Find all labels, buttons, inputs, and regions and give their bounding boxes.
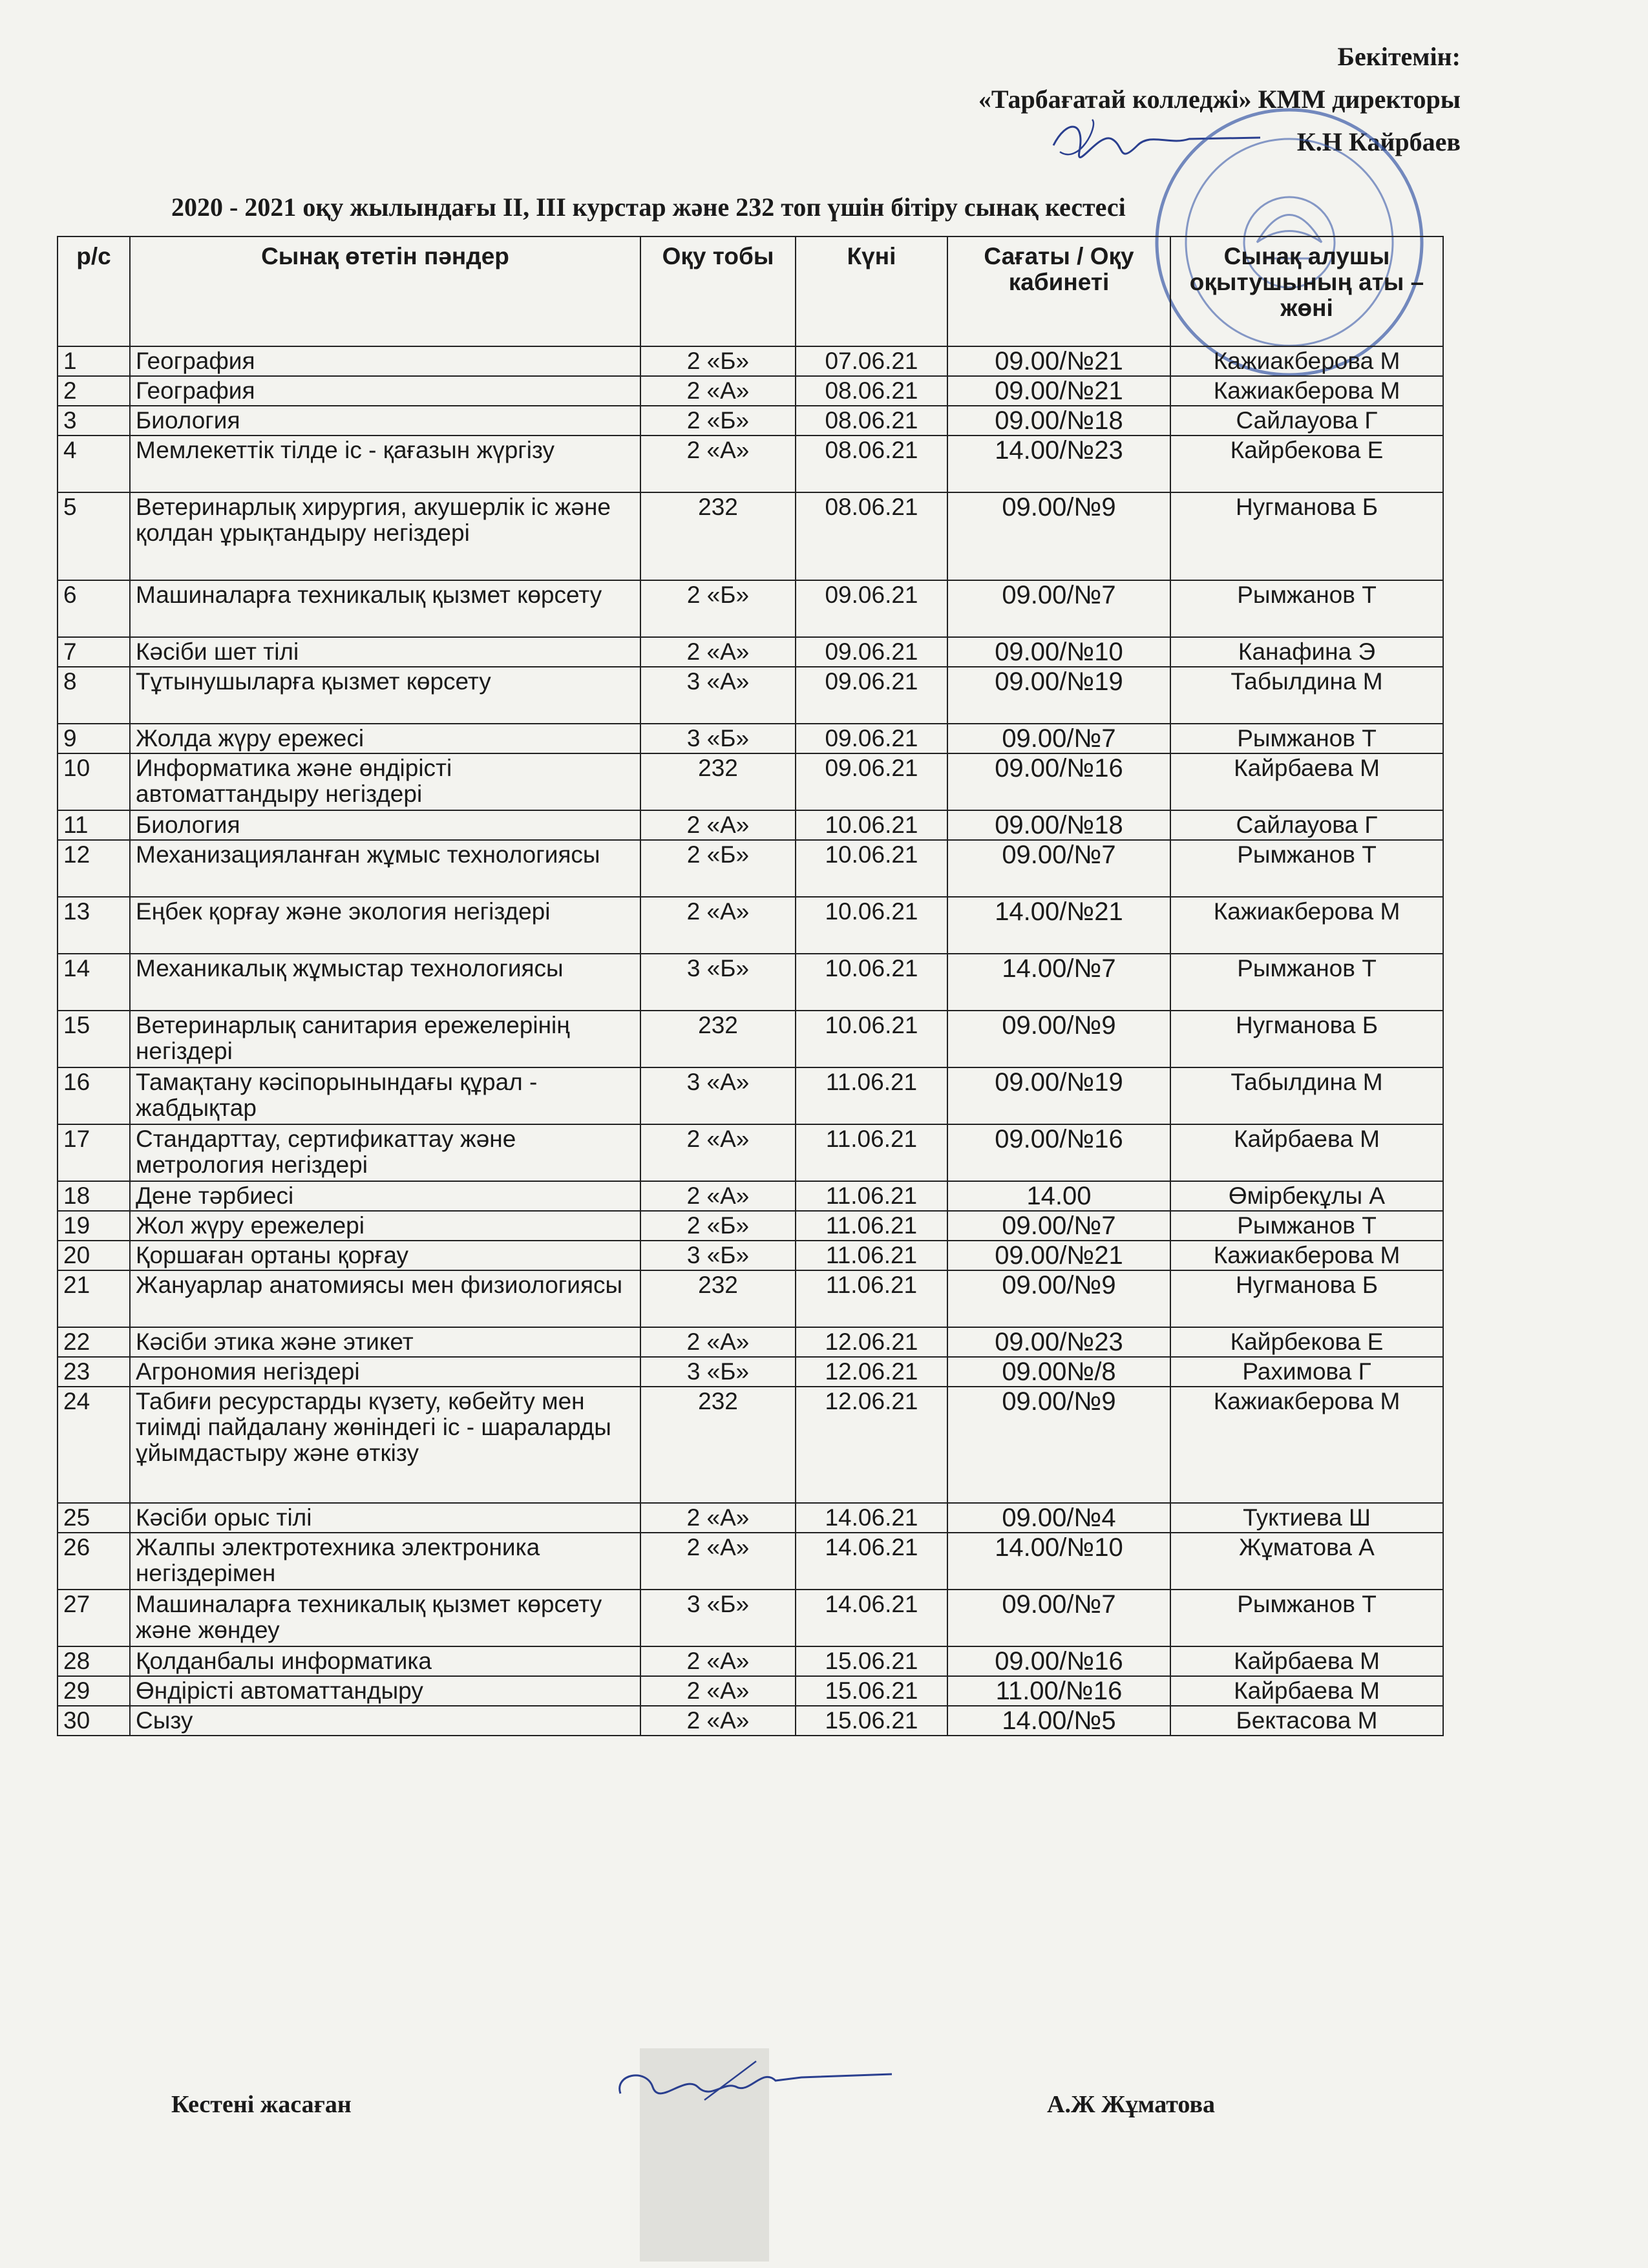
row-teacher: Кажиакберова М xyxy=(1170,346,1443,376)
row-teacher: Кайрбекова Е xyxy=(1170,436,1443,492)
row-subject: Стандарттау, сертификаттау және метрология негіздері xyxy=(130,1124,640,1181)
table-row xyxy=(58,436,1443,492)
row-teacher: Кажиакберова М xyxy=(1170,897,1443,954)
row-date: 11.06.21 xyxy=(796,1211,947,1241)
table-row xyxy=(58,810,1443,840)
row-number: 21 xyxy=(58,1270,130,1327)
row-time: 09.00/№16 xyxy=(947,1124,1170,1181)
row-date: 10.06.21 xyxy=(796,840,947,897)
row-time: 09.00/№7 xyxy=(947,1590,1170,1646)
row-group: 2 «А» xyxy=(640,1676,796,1706)
row-time: 14.00/№10 xyxy=(947,1533,1170,1590)
row-number: 19 xyxy=(58,1211,130,1241)
table-row xyxy=(58,1590,1443,1646)
row-teacher: Өмірбекұлы А xyxy=(1170,1181,1443,1211)
row-date: 09.06.21 xyxy=(796,637,947,667)
row-time: 09.00/№23 xyxy=(947,1327,1170,1357)
row-time: 09.00/№16 xyxy=(947,1646,1170,1676)
row-group: 3 «Б» xyxy=(640,954,796,1011)
row-subject: Кәсіби шет тілі xyxy=(130,637,640,667)
row-time: 09.00/№7 xyxy=(947,840,1170,897)
header-group: Оқу тобы xyxy=(640,236,796,346)
row-time: 09.00/№10 xyxy=(947,637,1170,667)
header-teacher: Сынақ алушы оқытушының аты – жөні xyxy=(1170,236,1443,346)
row-subject: Кәсіби этика және этикет xyxy=(130,1327,640,1357)
row-date: 11.06.21 xyxy=(796,1181,947,1211)
row-time: 09.00/№9 xyxy=(947,1387,1170,1503)
row-subject: Қолданбалы информатика xyxy=(130,1646,640,1676)
row-date: 08.06.21 xyxy=(796,406,947,436)
row-number: 3 xyxy=(58,406,130,436)
row-group: 2 «А» xyxy=(640,1503,796,1533)
row-date: 09.06.21 xyxy=(796,667,947,724)
row-time: 09.00/№19 xyxy=(947,1067,1170,1124)
row-number: 8 xyxy=(58,667,130,724)
row-number: 12 xyxy=(58,840,130,897)
row-time: 09.00/№21 xyxy=(947,376,1170,406)
table-row xyxy=(58,1706,1443,1736)
row-number: 2 xyxy=(58,376,130,406)
row-subject: Табиғи ресурстарды күзету, көбейту мен тиімді пайдалану жөніндегі іс - шараларды ұйымдастыру және өткізу xyxy=(130,1387,640,1503)
row-teacher: Кажиакберова М xyxy=(1170,1387,1443,1503)
row-group: 2 «Б» xyxy=(640,346,796,376)
compiler-signature xyxy=(607,2048,905,2126)
table-row xyxy=(58,1270,1443,1327)
row-number: 5 xyxy=(58,492,130,580)
row-date: 10.06.21 xyxy=(796,954,947,1011)
row-time: 09.00/№21 xyxy=(947,1241,1170,1270)
row-subject: Дене тәрбиесі xyxy=(130,1181,640,1211)
row-date: 08.06.21 xyxy=(796,436,947,492)
row-subject: География xyxy=(130,376,640,406)
row-teacher: Рымжанов Т xyxy=(1170,954,1443,1011)
row-subject: Сызу xyxy=(130,1706,640,1736)
row-number: 10 xyxy=(58,753,130,810)
row-subject: Ветеринарлық санитария ережелерінің негіздері xyxy=(130,1011,640,1067)
row-date: 09.06.21 xyxy=(796,753,947,810)
table-row xyxy=(58,1011,1443,1067)
row-subject: Мемлекеттік тілде іс - қағазын жүргізу xyxy=(130,436,640,492)
row-number: 17 xyxy=(58,1124,130,1181)
row-teacher: Кайрбекова Е xyxy=(1170,1327,1443,1357)
table-row xyxy=(58,637,1443,667)
row-teacher: Кайрбаева М xyxy=(1170,1646,1443,1676)
row-teacher: Кайрбаева М xyxy=(1170,753,1443,810)
row-group: 2 «Б» xyxy=(640,1211,796,1241)
row-number: 30 xyxy=(58,1706,130,1736)
table-row xyxy=(58,1676,1443,1706)
table-row xyxy=(58,1503,1443,1533)
row-number: 13 xyxy=(58,897,130,954)
table-row xyxy=(58,406,1443,436)
row-date: 12.06.21 xyxy=(796,1357,947,1387)
row-date: 14.06.21 xyxy=(796,1503,947,1533)
row-group: 3 «А» xyxy=(640,1067,796,1124)
row-teacher: Нугманова Б xyxy=(1170,492,1443,580)
row-group: 2 «А» xyxy=(640,1533,796,1590)
row-time: 14.00/№5 xyxy=(947,1706,1170,1736)
row-number: 15 xyxy=(58,1011,130,1067)
row-time: 09.00/№4 xyxy=(947,1503,1170,1533)
row-group: 3 «Б» xyxy=(640,1241,796,1270)
row-number: 23 xyxy=(58,1357,130,1387)
row-time: 14.00/№21 xyxy=(947,897,1170,954)
row-number: 18 xyxy=(58,1181,130,1211)
table-row xyxy=(58,1124,1443,1181)
header-time: Сағаты / Оқу кабинеті xyxy=(947,236,1170,346)
row-teacher: Рымжанов Т xyxy=(1170,724,1443,753)
row-date: 15.06.21 xyxy=(796,1676,947,1706)
table-row xyxy=(58,580,1443,637)
row-date: 08.06.21 xyxy=(796,376,947,406)
row-teacher: Жұматова А xyxy=(1170,1533,1443,1590)
row-group: 2 «Б» xyxy=(640,840,796,897)
row-subject: Еңбек қорғау және экология негіздері xyxy=(130,897,640,954)
row-subject: Өндірісті автоматтандыру xyxy=(130,1676,640,1706)
table-row xyxy=(58,1387,1443,1503)
row-teacher: Канафина Э xyxy=(1170,637,1443,667)
row-group: 3 «Б» xyxy=(640,1590,796,1646)
header-date: Күні xyxy=(796,236,947,346)
row-subject: Биология xyxy=(130,810,640,840)
table-row xyxy=(58,1241,1443,1270)
row-subject: Кәсіби орыс тілі xyxy=(130,1503,640,1533)
row-subject: Машиналарға техникалық қызмет көрсету және жөндеу xyxy=(130,1590,640,1646)
row-subject: Биология xyxy=(130,406,640,436)
row-group: 2 «А» xyxy=(640,637,796,667)
row-number: 25 xyxy=(58,1503,130,1533)
table-row xyxy=(58,1327,1443,1357)
row-group: 2 «А» xyxy=(640,1181,796,1211)
row-date: 12.06.21 xyxy=(796,1327,947,1357)
row-teacher: Туктиева Ш xyxy=(1170,1503,1443,1533)
row-subject: Агрономия негіздері xyxy=(130,1357,640,1387)
table-row xyxy=(58,1181,1443,1211)
row-subject: География xyxy=(130,346,640,376)
row-group: 232 xyxy=(640,753,796,810)
row-teacher: Сайлауова Г xyxy=(1170,810,1443,840)
table-row xyxy=(58,346,1443,376)
table-body xyxy=(58,346,1443,1736)
row-subject: Жалпы электротехника электроника негіздерімен xyxy=(130,1533,640,1590)
row-teacher: Кажиакберова М xyxy=(1170,376,1443,406)
row-number: 28 xyxy=(58,1646,130,1676)
row-date: 09.06.21 xyxy=(796,724,947,753)
row-number: 6 xyxy=(58,580,130,637)
row-time: 09.00/№18 xyxy=(947,810,1170,840)
row-time: 09.00/№9 xyxy=(947,492,1170,580)
row-date: 10.06.21 xyxy=(796,897,947,954)
row-number: 7 xyxy=(58,637,130,667)
approval-label: Бекітемін: xyxy=(1337,42,1461,71)
table-row xyxy=(58,667,1443,724)
row-teacher: Сайлауова Г xyxy=(1170,406,1443,436)
row-date: 14.06.21 xyxy=(796,1533,947,1590)
row-time: 09.00/№7 xyxy=(947,1211,1170,1241)
row-date: 11.06.21 xyxy=(796,1270,947,1327)
table-row xyxy=(58,492,1443,580)
row-date: 11.06.21 xyxy=(796,1067,947,1124)
row-teacher: Табылдина М xyxy=(1170,667,1443,724)
row-teacher: Рахимова Г xyxy=(1170,1357,1443,1387)
row-time: 09.00/№18 xyxy=(947,406,1170,436)
row-number: 1 xyxy=(58,346,130,376)
row-group: 232 xyxy=(640,1270,796,1327)
row-date: 14.06.21 xyxy=(796,1590,947,1646)
row-time: 14.00 xyxy=(947,1181,1170,1211)
row-time: 09.00/№7 xyxy=(947,724,1170,753)
row-number: 16 xyxy=(58,1067,130,1124)
table-row xyxy=(58,1067,1443,1124)
table-row xyxy=(58,376,1443,406)
document-title: 2020 - 2021 оқу жылындағы II, III курстар және 232 топ үшін бітіру сынақ кестесі xyxy=(171,193,1126,222)
row-time: 09.00/№16 xyxy=(947,753,1170,810)
row-group: 232 xyxy=(640,492,796,580)
row-group: 2 «А» xyxy=(640,897,796,954)
row-date: 11.06.21 xyxy=(796,1124,947,1181)
row-number: 14 xyxy=(58,954,130,1011)
row-time: 11.00/№16 xyxy=(947,1676,1170,1706)
compiled-by-label: Кестені жасаған xyxy=(171,2091,352,2118)
row-group: 3 «Б» xyxy=(640,724,796,753)
row-time: 14.00/№7 xyxy=(947,954,1170,1011)
row-group: 3 «А» xyxy=(640,667,796,724)
row-date: 10.06.21 xyxy=(796,810,947,840)
row-teacher: Кайрбаева М xyxy=(1170,1124,1443,1181)
row-subject: Жол жүру ережелері xyxy=(130,1211,640,1241)
row-time: 09.00/№19 xyxy=(947,667,1170,724)
row-group: 232 xyxy=(640,1011,796,1067)
row-number: 20 xyxy=(58,1241,130,1270)
row-group: 2 «А» xyxy=(640,1124,796,1181)
row-subject: Машиналарға техникалық қызмет көрсету xyxy=(130,580,640,637)
row-subject: Тамақтану кәсіпорынындағы құрал - жабдықтар xyxy=(130,1067,640,1124)
row-time: 14.00/№23 xyxy=(947,436,1170,492)
table-row xyxy=(58,1533,1443,1590)
table-row xyxy=(58,1646,1443,1676)
row-subject: Қоршаған ортаны қорғау xyxy=(130,1241,640,1270)
row-group: 3 «Б» xyxy=(640,1357,796,1387)
row-teacher: Рымжанов Т xyxy=(1170,840,1443,897)
row-subject: Ветеринарлық хирургия, акушерлік іс және қолдан ұрықтандыру негіздері xyxy=(130,492,640,580)
row-group: 2 «Б» xyxy=(640,580,796,637)
row-time: 09.00№/8 xyxy=(947,1357,1170,1387)
row-date: 07.06.21 xyxy=(796,346,947,376)
row-subject: Жануарлар анатомиясы мен физиологиясы xyxy=(130,1270,640,1327)
row-teacher: Рымжанов Т xyxy=(1170,580,1443,637)
row-date: 15.06.21 xyxy=(796,1706,947,1736)
row-group: 232 xyxy=(640,1387,796,1503)
row-number: 26 xyxy=(58,1533,130,1590)
row-teacher: Бектасова М xyxy=(1170,1706,1443,1736)
row-group: 2 «А» xyxy=(640,1327,796,1357)
row-teacher: Кайрбаева М xyxy=(1170,1676,1443,1706)
table-row xyxy=(58,897,1443,954)
row-date: 08.06.21 xyxy=(796,492,947,580)
row-date: 11.06.21 xyxy=(796,1241,947,1270)
table-row xyxy=(58,753,1443,810)
row-date: 10.06.21 xyxy=(796,1011,947,1067)
header-subject: Сынақ өтетін пәндер xyxy=(130,236,640,346)
row-time: 09.00/№7 xyxy=(947,580,1170,637)
row-time: 09.00/№9 xyxy=(947,1011,1170,1067)
row-group: 2 «А» xyxy=(640,1646,796,1676)
table-header-row xyxy=(58,236,1443,346)
row-number: 22 xyxy=(58,1327,130,1357)
row-subject: Механикалық жұмыстар технологиясы xyxy=(130,954,640,1011)
row-group: 2 «А» xyxy=(640,810,796,840)
row-teacher: Кажиакберова М xyxy=(1170,1241,1443,1270)
approval-position: «Тарбағатай колледжі» КММ директоры xyxy=(978,85,1461,114)
row-subject: Информатика және өндірісті автоматтандыру негіздері xyxy=(130,753,640,810)
row-group: 2 «А» xyxy=(640,1706,796,1736)
table-row xyxy=(58,1357,1443,1387)
row-subject: Механизацияланған жұмыс технологиясы xyxy=(130,840,640,897)
row-teacher: Рымжанов Т xyxy=(1170,1590,1443,1646)
row-number: 24 xyxy=(58,1387,130,1503)
table-row xyxy=(58,724,1443,753)
row-number: 4 xyxy=(58,436,130,492)
row-number: 29 xyxy=(58,1676,130,1706)
exam-schedule-table xyxy=(57,236,1444,1736)
row-subject: Тұтынушыларға қызмет көрсету xyxy=(130,667,640,724)
compiler-name: А.Ж Жұматова xyxy=(1047,2091,1215,2118)
row-date: 09.06.21 xyxy=(796,580,947,637)
row-group: 2 «А» xyxy=(640,436,796,492)
table-row xyxy=(58,1211,1443,1241)
row-teacher: Нугманова Б xyxy=(1170,1270,1443,1327)
row-number: 27 xyxy=(58,1590,130,1646)
row-number: 9 xyxy=(58,724,130,753)
row-time: 09.00/№9 xyxy=(947,1270,1170,1327)
row-date: 15.06.21 xyxy=(796,1646,947,1676)
table-row xyxy=(58,840,1443,897)
row-subject: Жолда жүру ережесі xyxy=(130,724,640,753)
row-teacher: Рымжанов Т xyxy=(1170,1211,1443,1241)
header-num: р/с xyxy=(58,236,130,346)
row-group: 2 «Б» xyxy=(640,406,796,436)
row-time: 09.00/№21 xyxy=(947,346,1170,376)
row-group: 2 «А» xyxy=(640,376,796,406)
row-teacher: Табылдина М xyxy=(1170,1067,1443,1124)
row-number: 11 xyxy=(58,810,130,840)
row-date: 12.06.21 xyxy=(796,1387,947,1503)
approval-director-name: К.Н Кайрбаев xyxy=(1296,127,1461,156)
row-teacher: Нугманова Б xyxy=(1170,1011,1443,1067)
table-row xyxy=(58,954,1443,1011)
